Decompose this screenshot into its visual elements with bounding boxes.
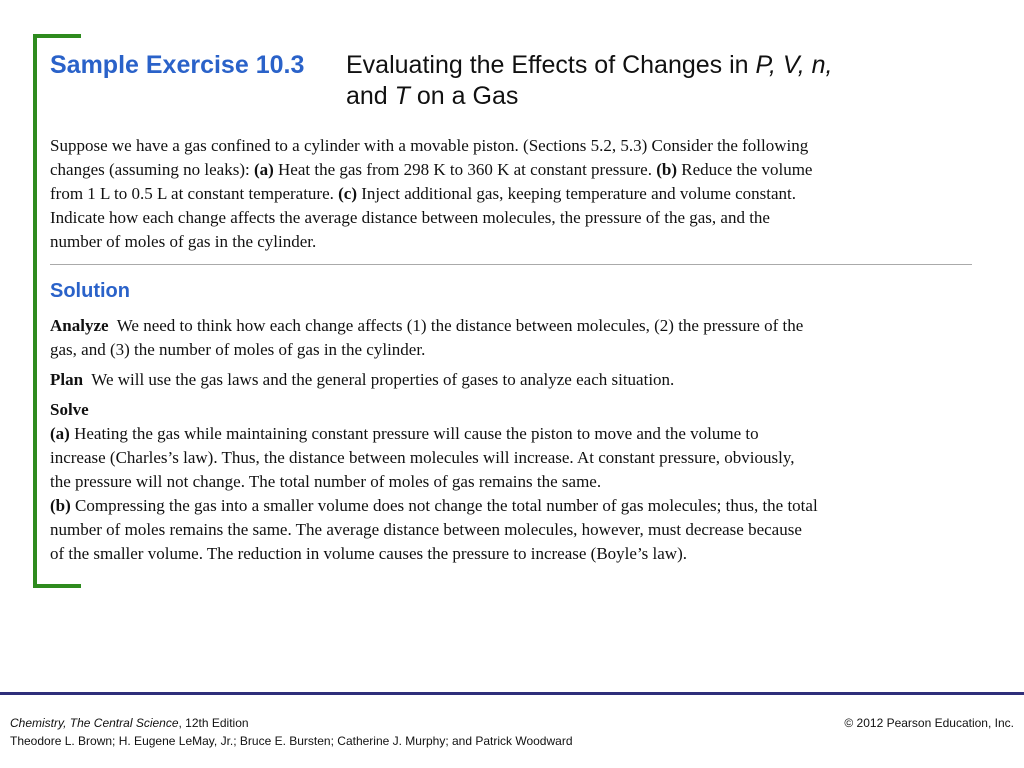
copyright-notice: © 2012 Pearson Education, Inc.	[844, 716, 1014, 730]
book-title: Chemistry, The Central Science	[10, 716, 179, 730]
analyze-paragraph: Analyze We need to think how each change affects (1) the distance between molecules, (2) the pressure of the gas, and (3) the number of moles of gas in the cylinder.	[50, 316, 804, 359]
section-divider	[50, 264, 972, 265]
exercise-label: Sample Exercise 10.3	[50, 51, 305, 79]
footer-rule	[0, 692, 1024, 695]
footer-citation: Chemistry, The Central Science, 12th Edition Theodore L. Brown; H. Eugene LeMay, Jr.; Bruce E. Bursten; Catherine J. Murphy; and Patrick Woodward	[10, 716, 573, 748]
solve-paragraph: Solve (a) Heating the gas while maintaining constant pressure will cause the piston to move and the volume to increase (Charles’s law). Thus, the distance between molecules will increase. At constant pressure, obviously, the pressure will not change. The total number of moles of gas remains the same. (b) Compressing the gas into a smaller volume does not change the total number of gas molecules; thus, the total number of moles remains the same. The average distance between molecules, however, must decrease because of the smaller volume. The reduction in volume causes the pressure to increase (Boyle’s law).	[50, 400, 818, 563]
solution-heading: Solution	[50, 280, 130, 302]
problem-statement: Suppose we have a gas confined to a cylinder with a movable piston. (Sections 5.2, 5.3) Consider the following changes (assuming no leaks): (a) Heat the gas from 298 K to 360 K at constant pressure. (b) Reduce the volume from 1 L to 0.5 L at constant temperature. (c) Inject additional gas, keeping temperature and volume constant. Indicate how each change affects the average distance between molecules, the pressure of the gas, and the number of moles of gas in the cylinder.	[50, 136, 813, 251]
exercise-title: Evaluating the Effects of Changes in P, V, n, and T on a Gas	[346, 51, 833, 110]
plan-paragraph: Plan We will use the gas laws and the general properties of gases to analyze each situation.	[50, 370, 675, 389]
book-authors: Theodore L. Brown; H. Eugene LeMay, Jr.; Bruce E. Bursten; Catherine J. Murphy; and Patrick Woodward	[10, 734, 573, 748]
